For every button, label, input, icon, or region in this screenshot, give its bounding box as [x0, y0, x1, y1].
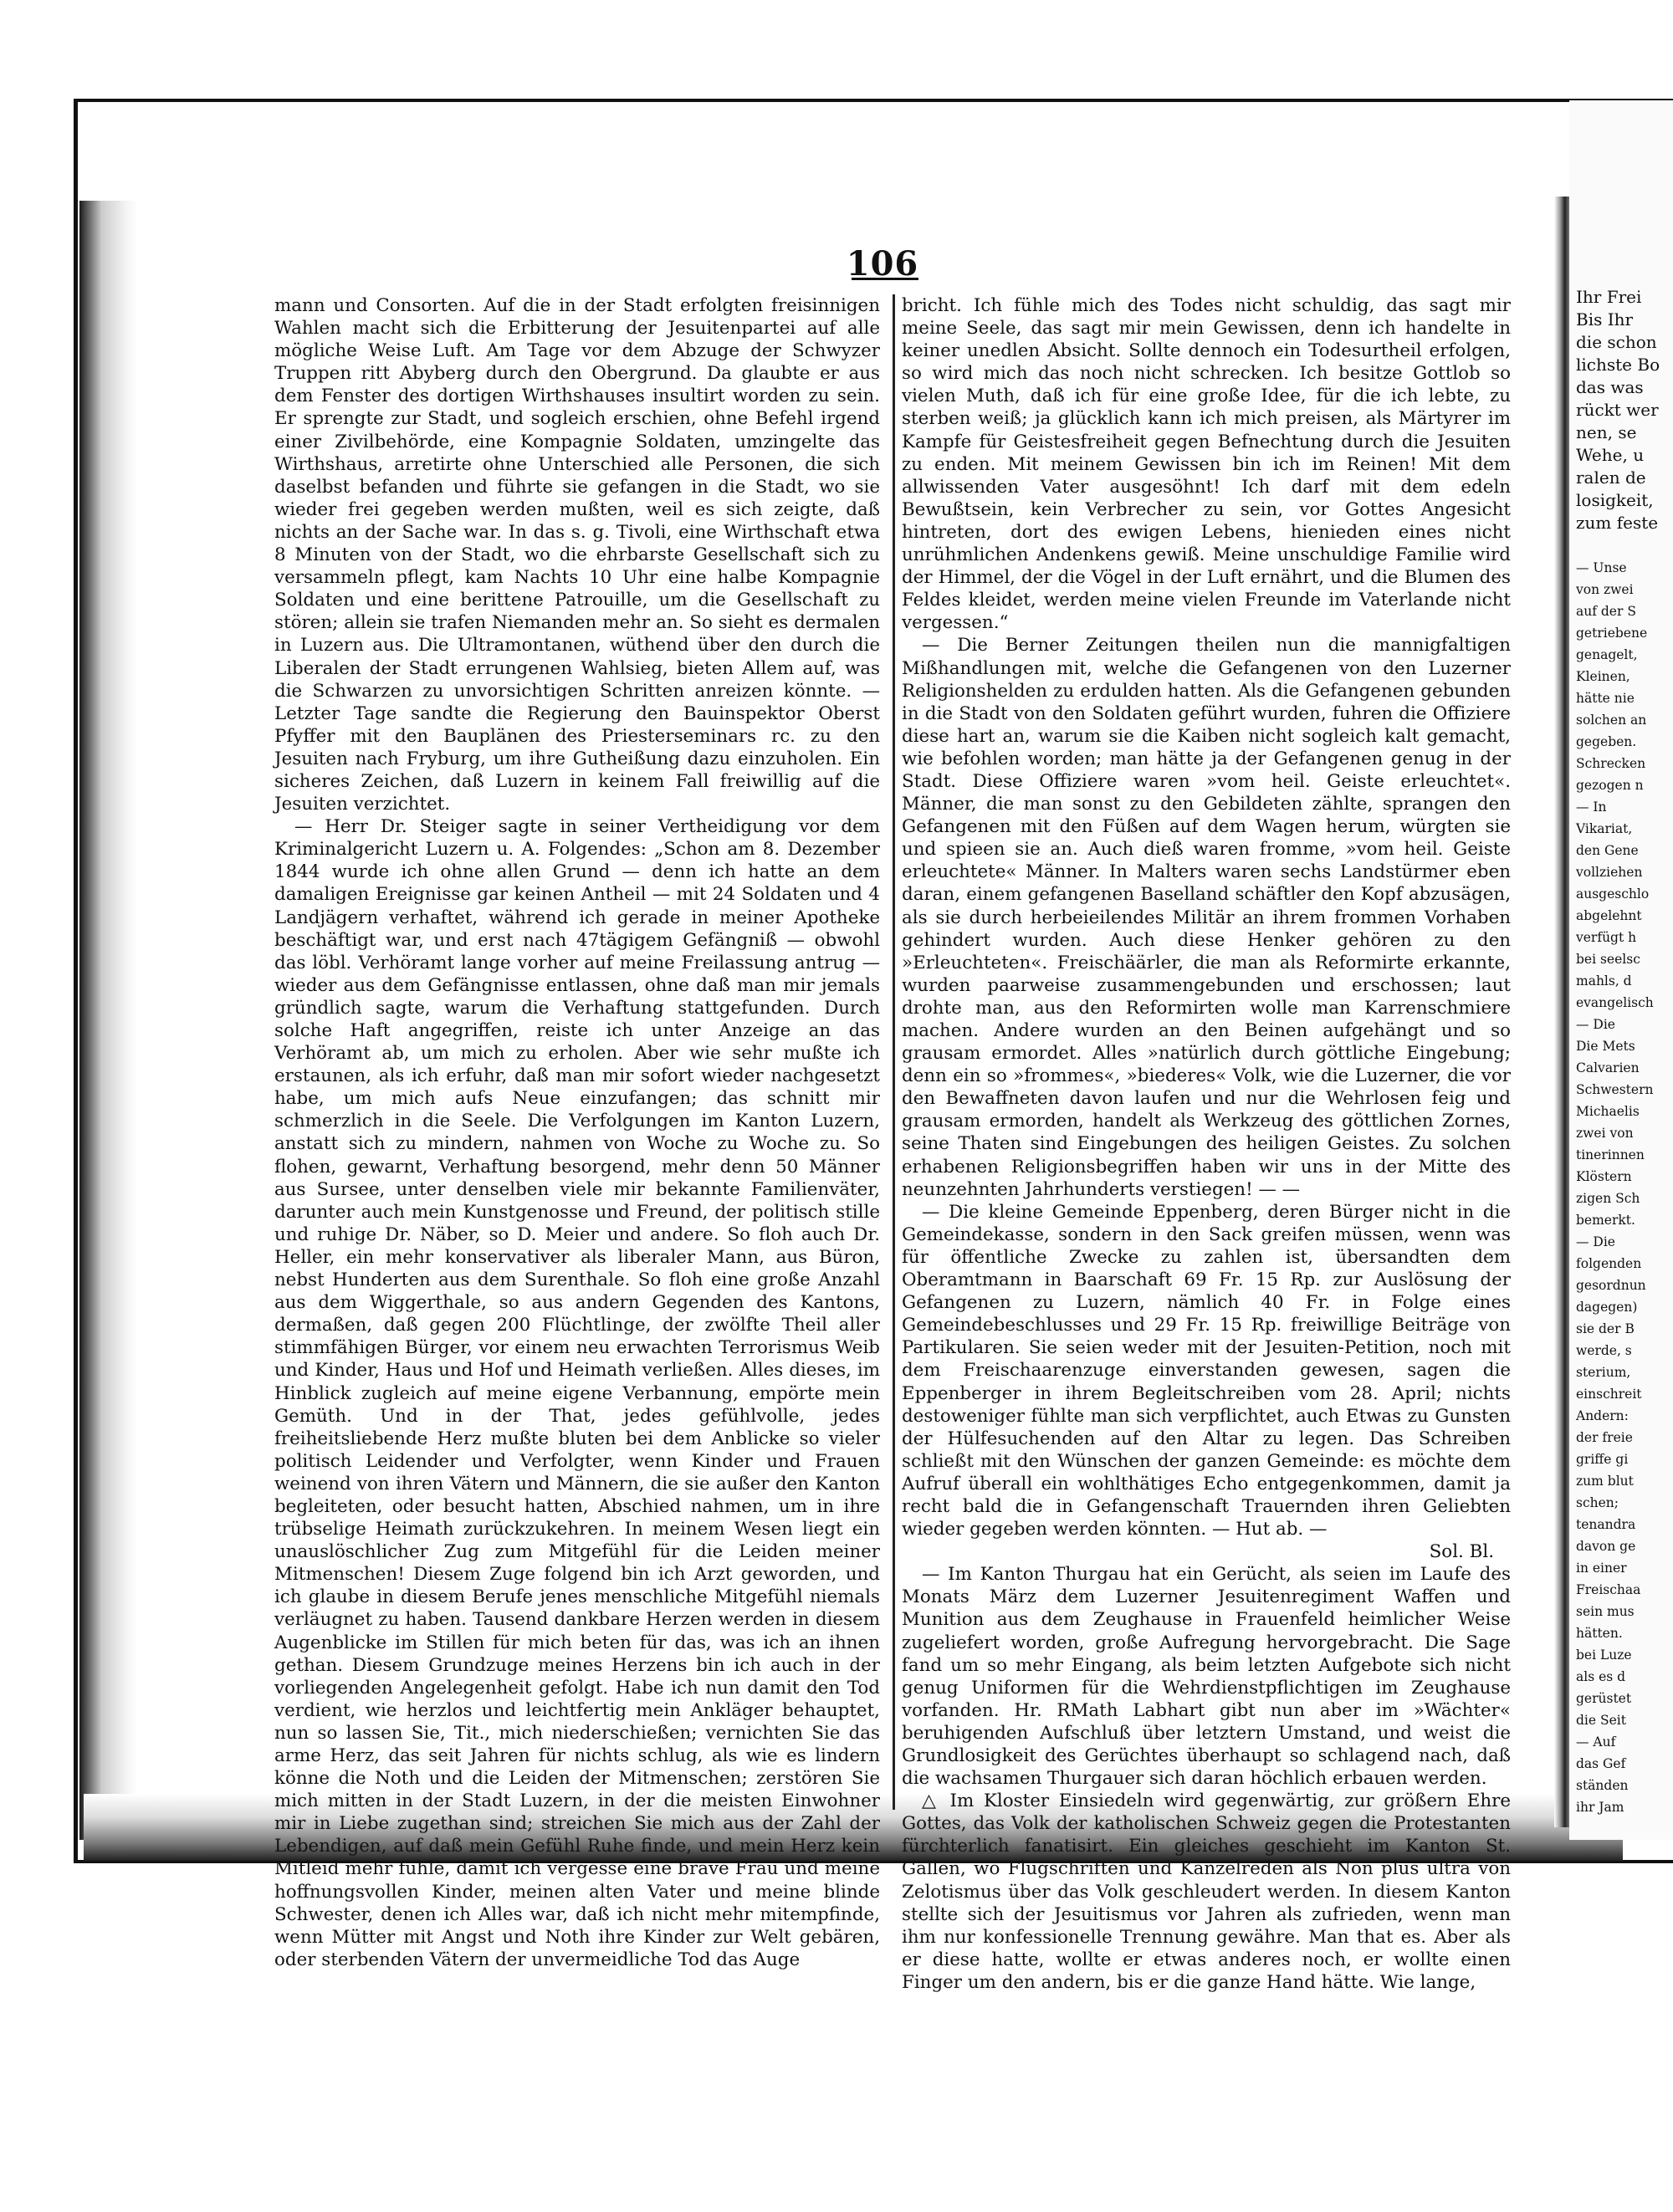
- page-number-rule: [852, 278, 918, 280]
- next-page-line: lichste Bo: [1576, 355, 1660, 375]
- next-page-line: tinerinnen: [1576, 1147, 1645, 1162]
- next-page-fragment: [1569, 100, 1673, 1840]
- next-page-line: abgelehnt: [1576, 908, 1642, 923]
- next-page-line: Wehe, u: [1576, 445, 1645, 465]
- next-page-line: verfügt h: [1576, 930, 1637, 945]
- next-page-line: mahls, d: [1576, 973, 1632, 989]
- next-page-line: ständen: [1576, 1778, 1629, 1793]
- next-page-line: — Unse: [1576, 560, 1627, 575]
- left-text-column: [274, 294, 880, 1970]
- next-page-line: zigen Sch: [1576, 1191, 1640, 1206]
- next-page-line: — In: [1576, 799, 1607, 815]
- page-number: 106: [846, 244, 919, 284]
- next-page-line: gezogen n: [1576, 778, 1644, 793]
- next-page-line: Calvarien: [1576, 1060, 1640, 1075]
- next-page-line: — Die: [1576, 1234, 1615, 1249]
- next-page-line: [1569, 534, 1673, 557]
- article-paragraph-text: Im Kloster Einsiedeln wird gegenwärtig, zur größern Ehre Gottes, das Volk der katholischen Schweiz gegen die Protestanten fürchterlich fanatisirt. Ein gleiches geschieht im Kanton St. Gallen, wo Flugschriften und Kanzelreden als Non plus ultra von Zelotismus über das Volk geschleudert werden. In diesem Kanton stellte sich der Jesuitismus vor Jahren als zufrieden, wenn man ihm nur konfessionelle Trennung gewähre. Man that es. Aber als er diese hatte, wollte er etwas anderes noch, er wollte einen Finger um den andern, bis er die ganze Hand hätte. Wie lange,: [902, 1791, 1511, 1993]
- next-page-line: getriebene: [1576, 626, 1648, 641]
- next-page-line: solchen an: [1576, 713, 1647, 728]
- book-edge-shadow: [79, 201, 138, 1840]
- next-page-line: auf der S: [1576, 604, 1636, 619]
- next-page-line: gegeben.: [1576, 734, 1637, 749]
- next-page-line: rückt wer: [1576, 400, 1659, 420]
- next-page-line: — Die: [1576, 1017, 1615, 1032]
- next-page-line: den Gene: [1576, 843, 1639, 858]
- next-page-line: Freischaa: [1576, 1582, 1641, 1597]
- next-page-line: tenandra: [1576, 1517, 1636, 1532]
- source-signature: Sol. Bl.: [1429, 1541, 1494, 1563]
- next-page-line: schen;: [1576, 1495, 1619, 1510]
- next-page-line: Andern:: [1576, 1408, 1629, 1423]
- next-page-line: dagegen): [1576, 1300, 1638, 1315]
- next-page-line: von zwei: [1576, 582, 1634, 597]
- next-page-line: die schon: [1576, 332, 1657, 352]
- next-page-line: bei Luze: [1576, 1648, 1632, 1663]
- next-page-line: griffe gi: [1576, 1452, 1629, 1467]
- article-paragraph: bricht. Ich fühle mich des Todes nicht schuldig, das sagt mir meine Seele, das sagt mir mein Gewissen, denn ich handelte in keiner unedlen Absicht. Sollte dennoch ein Todesurtheil erfolgen, so wird mich das noch nicht schrecken. Ich besitze Gottlob so vielen Muth, daß ich für eine große Idee, für die ich lebte, zu sterben weiß; ja glücklich kann ich mich preisen, als Märtyrer im Kampfe für Geistesfreiheit gegen Befnechtung durch die Jesuiten zu enden. Mit meinem Gewissen bin ich im Reinen! Mit dem allwissenden Vater ausgesöhnt! Ich darf mit dem edeln Bewußtsein, kein Verbrecher zu sein, vor Gottes Angesicht hintreten, dort des ewigen Lebens, hienieden eines nicht unrühmlichen Andenkens gewiß. Meine unschuldige Familie wird der Himmel, der die Vögel in der Luft ernährt, und die Blumen des Feldes kleidet, werden meine vielen Freunde im Vaterlande nicht vergessen.“: [902, 295, 1511, 634]
- next-page-line: werde, s: [1576, 1343, 1632, 1358]
- next-page-line: der freie: [1576, 1430, 1633, 1445]
- next-page-line: Ihr Frei: [1576, 287, 1642, 307]
- next-page-line: hätte nie: [1576, 691, 1635, 706]
- next-page-line: sein mus: [1576, 1604, 1635, 1619]
- article-paragraph: mann und Consorten. Auf die in der Stadt erfolgten freisinnigen Wahlen macht sich die Erbitterung der Jesuitenpartei auf alle mögliche Weise Luft. Am Tage vor dem Abzuge der Schwyzer Truppen ritt Abyberg durch den Obergrund. Da glaubte er aus dem Fenster des dortigen Wirthshauses insultirt worden zu sein. Er sprengte zur Stadt, und sogleich erschien, ohne Befehl irgend einer Zivilbehörde, eine Kompagnie Soldaten, umzingelte das Wirthshaus, arretirte ohne Unterschied alle Personen, die sich daselbst befanden und führte sie gefangen in die Stadt, wo sie wieder frei gegeben werden mußten, weil es sich zeigte, daß nichts an der Sache war. In das s. g. Tivoli, eine Wirthschaft etwa 8 Minuten von der Stadt, wo die ehrbarste Gesellschaft sich zu versammeln pflegt, kam Nachts 10 Uhr eine halbe Kompagnie Soldaten und eine berittene Patrouille, um die Gesellschaft zu stören; allein sie trafen Niemanden mehr an. So sieht es dermalen in Luzern aus. Die Ultramontanen, wüthend über den durch die Liberalen der Stadt errungenen Wahlsieg, bieten Allem auf, was die Schwarzen zu unvorsichtigen Schritten anreizen könnte. — Letzter Tage sandte die Regierung den Bauinspektor Oberst Pfyffer mit den Bauplänen des Priesterseminars rc. zu den Jesuiten nach Fryburg, um ihre Gutheißung dazu einzuholen. Ein sicheres Zeichen, daß Luzern in keinem Fall freiwillig auf die Jesuiten verzichtet.: [274, 295, 880, 815]
- triangle-mark-icon: △: [922, 1791, 940, 1812]
- next-page-line: zwei von: [1576, 1126, 1634, 1141]
- next-page-line: das was: [1576, 377, 1644, 397]
- next-page-line: als es d: [1576, 1669, 1626, 1684]
- next-page-line: ihr Jam: [1576, 1800, 1624, 1815]
- next-page-line: gesordnun: [1576, 1278, 1646, 1293]
- next-page-line: in einer: [1576, 1561, 1627, 1576]
- next-page-line: sie der B: [1576, 1321, 1635, 1336]
- next-page-line: nen, se: [1576, 422, 1637, 442]
- article-paragraph: — Die kleine Gemeinde Eppenberg, deren Bürger nicht in die Gemeindekasse, sondern in den Sack greifen müssen, wenn was für öffentliche Zwecke zu zahlen ist, übersandten dem Oberamtmann in Baarschaft 69 Fr. 15 Rp. zur Auslösung der Gefangenen zu Luzern, nämlich 40 Fr. in Folge eines Gemeindebeschlusses und 29 Fr. 15 Rp. freiwillige Beiträge von Partikularen. Sie seien weder mit der Jesuiten-Petition, noch mit dem Freischaarenzuge einverstanden gewesen, sagen die Eppenberger in ihrem Begleitschreiben vom 28. April; nichts destoweniger fühlte man sich verpflichtet, auch Etwas zu Gunsten der Hülfesuchenden auf den Altar zu legen. Das Schreiben schließt mit den Wünschen der ganzen Gemeinde: es möchte dem Aufruf überall ein wohlthätiges Echo entgegenkommen, damit ja recht bald die in Gefangenschaft Trauernden ihren Geliebten wieder gegeben werden könnten. — Hut ab. —: [902, 1201, 1511, 1540]
- next-page-line: Vikariat,: [1576, 821, 1633, 836]
- next-page-line: Klöstern: [1576, 1169, 1632, 1184]
- right-text-column: [902, 294, 1511, 1993]
- next-page-line: — Auf: [1576, 1734, 1616, 1750]
- next-page-line: losigkeit,: [1576, 490, 1654, 510]
- next-page-line: gerüstet: [1576, 1691, 1632, 1706]
- next-page-line: ralen de: [1576, 467, 1646, 488]
- article-paragraph: — Im Kanton Thurgau hat ein Gerücht, als seien im Laufe des Monats März dem Luzerner Jesuitenregiment Waffen und Munition aus dem Zeughause in Frauenfeld heimlicher Weise zugeliefert worden, große Aufregung hervorgebracht. Die Sage fand um so mehr Eingang, als beim letzten Aufgebote sich nicht genug Uniformen für die Wehrdienstpflichtigen im Zeughause vorfanden. Hr. RMath Labhart gibt nun aber im »Wächter« beruhigenden Aufschluß über letztern Umstand, und weist die Grundlosigkeit des Gerüchtes überhaupt so schlagend nach, daß die wachsamen Thurgauer sich daran höchlich erbauen werden.: [902, 1564, 1511, 1790]
- next-page-line: Michaelis: [1576, 1104, 1640, 1119]
- article-paragraph: — Herr Dr. Steiger sagte in seiner Vertheidigung vor dem Kriminalgericht Luzern u. A. Folgendes: „Schon am 8. Dezember 1844 wurde ich ohne allen Grund — denn ich hatte an dem damaligen Ereignisse gar keinen Antheil — mit 24 Soldaten und 4 Landjägern verhaftet, während ich gerade in meiner Apotheke beschäftigt war, und erst nach 47tägigem Gefängniß — obwohl das löbl. Verhöramt lange vorher auf meine Freilassung antrug — wieder aus dem Gefängnisse entlassen, ohne daß man mir jemals gründlich sagte, warum die Verhaftung stattgefunden. Durch solche Haft angegriffen, reiste ich unter Anzeige an das Verhöramt ab, um mich zu erholen. Aber wie sehr mußte ich erstaunen, als ich erfuhr, daß man mir sofort wieder nachgesetzt habe, um mich aufs Neue einzufangen; das schnitt mir schmerzlich in die Seele. Die Verfolgungen im Kanton Luzern, anstatt sich zu mindern, nahmen von Woche zu Woche zu. So flohen, gewarnt, Verhaftung besorgend, mehr denn 50 Männer aus Sursee, unter denselben viele mir bekannte Familienväter, darunter auch mein Kunstgenosse und Freund, der politisch stille und ruhige Dr. Näber, so D. Meier und andere. So floh auch Dr. Heller, ein mehr konservativer als liberaler Mann, aus Büron, nebst Hunderten aus dem Surenthale. So floh eine große Anzahl aus dem Wiggerthale, so aus andern Gegenden des Kantons, dermaßen, daß gegen 200 Flüchtlinge, der zwölfte Theil aller stimmfähigen Bürger, vor einem neu erwachten Terrorismus Weib und Kinder, Haus und Hof und Heimath verließen. Alles dieses, im Hinblick zugleich auf meine eigene Verbannung, empörte mein Gemüth. Und in der That, jedes gefühlvolle, jedes freiheitsliebende Herz mußte bluten bei dem Anblicke so vieler politisch Leidender und Verfolgter, wenn Kinder und Frauen weinend von ihren Vätern und Männern, die sie außer den Kanton begleiteten, oder besucht hatten, Abschied nahmen, um in ihre trübselige Heimath zurückzukehren. In meinem Wesen liegt ein unauslöschlicher Zug zum Mitgefühl für die Leiden meiner Mitmenschen! Diesem Zuge folgend bin ich Arzt geworden, und ich glaube in diesem Berufe jenes menschliche Mitgefühl niemals verläugnet zu haben. Tausend dankbare Herzen werden in diesem Augenblicke im Stillen für mich beten für das, was ich an ihnen gethan. Diesem Grundzuge meines Herzens bin ich auch in der vorliegenden Angelegenheit gefolgt. Habe ich nun damit den Tod verdient, wie herzlos und leichtfertig mein Ankläger behauptet, nun so lassen Sie, Tit., mich niederschießen; vernichten Sie das arme Herz, das seit Jahren für nichts schlug, als wie es lindern könne die Noth und die Leiden der Mitmenschen; zerstören Sie mich mitten in der Stadt Luzern, in der die meisten Einwohner mir in Liebe zugethan sind; streichen Sie mich aus der Zahl der Lebendigen, auf daß mein Gefühl Ruhe finde, und mein Herz kein Mitleid mehr fühle, damit ich vergesse eine brave Frau und meine hoffnungsvollen Kinder, meinen alten Vater und meine blinde Schwester, denen ich Alles war, daß ich nicht mehr mitempfinde, wenn Mütter mit Angst und Noth ihre Kinder zur Welt gebären, oder sterbenden Vätern der unvermeidliche Tod das Auge: [274, 816, 880, 1970]
- article-paragraph: [902, 1790, 1511, 1994]
- next-page-line: die Seit: [1576, 1713, 1626, 1728]
- next-page-line: zum blut: [1576, 1474, 1634, 1489]
- next-page-line: zum feste: [1576, 513, 1659, 533]
- page-gutter: [1554, 197, 1569, 1827]
- next-page-line: evangelisch: [1576, 995, 1654, 1010]
- next-page-line: Schwestern: [1576, 1082, 1654, 1097]
- column-divider: [893, 294, 895, 1810]
- next-page-line: Die Mets: [1576, 1039, 1635, 1054]
- next-page-line: ausgeschlo: [1576, 886, 1650, 902]
- next-page-line: hätten.: [1576, 1626, 1623, 1641]
- next-page-line: einschreit: [1576, 1387, 1642, 1402]
- article-paragraph: — Die Berner Zeitungen theilen nun die mannigfaltigen Mißhandlungen mit, welche die Gefangenen von den Luzerner Religionshelden zu erdulden hatten. Als die Gefangenen gebunden in die Stadt von den Soldaten geführt wurden, fuhren die Offiziere diese hart an, warum sie die Kaiben nicht sogleich kalt gemacht, wie befohlen worden; man hätte ja der Gefangenen genug in der Stadt. Diese Offiziere waren »vom heil. Geiste erleuchtet«. Männer, die man sonst zu den Gebildeten zählte, sprangen den Gefangenen mit den Füßen auf dem Wagen herum, würgten sie und spieen sie an. Auch dieß waren fromme, »vom heil. Geiste erleuchtete« Männer. In Malters waren sechs Landstürmer eben daran, einem gefangenen Baselland schäftler den Kopf abzusägen, als sie durch herbeieilendes Militär an ihrem frommen Vorhaben gehindert wurden. Auch diese Henker gehören zu den »Erleuchteten«. Freischäärler, die man als Reformirte erkannte, wurden paarweise zusammengebunden und erschossen; laut drohte man, aus den Reformirten wolle man Karrenschmiere machen. Andere wurden an den Beinen aufgehängt und so grausam ermordet. Alles »natürlich durch göttliche Eingebung; denn ein so »frommes«, »biederes« Volk, wie die Luzerner, die vor den Bewaffneten davon laufen und nur die Wehrlosen feig und grausam ermorden, handelt als Werkzeug des göttlichen Zornes, seine Thaten sind Eingebungen des heiligen Geistes. Zu solchen erhabenen Religionsbegriffen haben wir uns in der Mitte des neunzehnten Jahrhunderts verstiegen! — —: [902, 635, 1511, 1200]
- next-page-line: bei seelsc: [1576, 952, 1640, 967]
- next-page-line: folgenden: [1576, 1256, 1642, 1271]
- next-page-line: Schrecken: [1576, 756, 1646, 771]
- next-page-line: bemerkt.: [1576, 1213, 1635, 1228]
- next-page-line: genagelt,: [1576, 647, 1638, 662]
- next-page-line: das Gef: [1576, 1756, 1626, 1771]
- next-page-line: Kleinen,: [1576, 669, 1630, 684]
- next-page-line: sterium,: [1576, 1365, 1631, 1380]
- next-page-line: vollziehen: [1576, 865, 1643, 880]
- next-page-line: Bis Ihr: [1576, 309, 1634, 330]
- next-page-line: davon ge: [1576, 1539, 1636, 1554]
